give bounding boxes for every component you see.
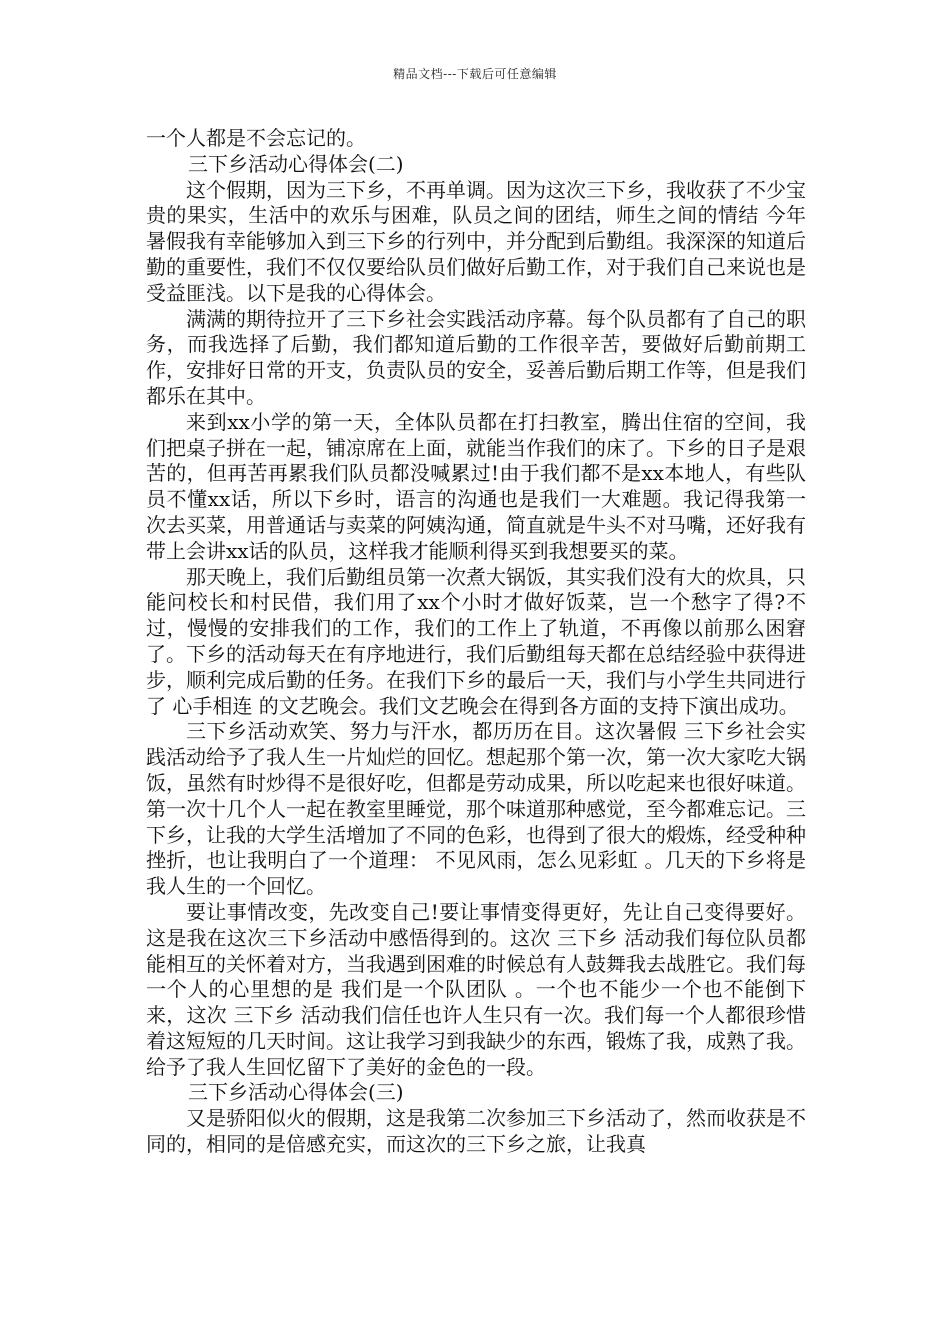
paragraph: 又是骄阳似火的假期，这是我第二次参加三下乡活动了，然而收获是不同的，相同的是倍感充实，而这次的三下乡之旅，让我真 [146,1106,806,1157]
section-heading-3: 三下乡活动心得体会(三) [188,1080,404,1105]
page-header: 精品文档---下载后可任意编辑 [393,67,557,81]
section-heading-2: 三下乡活动心得体会(二) [188,151,404,176]
paragraph: 这个假期，因为三下乡，不再单调。因为这次三下乡，我收获了不少宝贵的果实，生活中的欢乐与困难，队员之间的团结，师生之间的情结 今年暑假我有幸能够加入到三下乡的行列中，并分配到后勤组。我深深的知道后勤的重要性，我们不仅仅要给队员们做好后勤工作，对于我们自己来说也是受益匪浅。以下是我的心得体会。 [146,177,806,305]
paragraph: 满满的期待拉开了三下乡社会实践活动序幕。每个队员都有了自己的职务，而我选择了后勤，我们都知道后勤的工作很辛苦，要做好后勤前期工作，安排好日常的开支，负责队员的安全，妥善后勤后期工作等，但是我们都乐在其中。 [146,306,806,408]
paragraph: 那天晚上，我们后勤组员第一次煮大锅饭，其实我们没有大的炊具，只能问校长和村民借，我们用了xx个小时才做好饭菜，岂一个愁字了得?不过，慢慢的安排我们的工作，我们的工作上了轨道，不再像以前那么困窘了。下乡的活动每天在有序地进行，我们后勤组每天都在总结经验中获得进步，顺利完成后勤的任务。在我们下乡的最后一天，我们与小学生共同进行了 心手相连 的文艺晚会。我们文艺晚会在得到各方面的支持下演出成功。 [146,564,806,718]
paragraph-continuation: 一个人都是不会忘记的。 [146,126,366,150]
paragraph: 要让事情改变，先改变自己!要让事情变得更好，先让自己变得要好。 这是我在这次三下乡活动中感悟得到的。这次 三下乡 活动我们每位队员都能相互的关怀着对方，当我遇到困难的时候总有人鼓舞我去战胜它。我们每一个人的心里想的是 我们是一个队团队 。一个也不能少一个也不能倒下来，这次 三下乡 活动我们信任也许人生只有一次。我们每一个人都很珍惜着这短短的几天时间。这让我学习到我缺少的东西，锻炼了我，成熟了我。给予了我人生回忆留下了美好的金色的一段。 [146,899,806,1079]
paragraph: 来到xx小学的第一天，全体队员都在打扫教室，腾出住宿的空间，我们把桌子拼在一起，铺凉席在上面，就能当作我们的床了。下乡的日子是艰苦的，但再苦再累我们队员都没喊累过!由于我们都不是xx本地人，有些队员不懂xx话，所以下乡时，语言的沟通也是我们一大难题。我记得我第一次去买菜，用普通话与卖菜的阿姨沟通，简直就是牛头不对马嘴，还好我有带上会讲xx话的队员，这样我才能顺利得买到我想要买的菜。 [146,409,806,563]
paragraph: 三下乡活动欢笑、努力与汗水，都历历在目。这次暑假 三下乡社会实践活动给予了我人生一片灿烂的回忆。想起那个第一次，第一次大家吃大锅饭，虽然有时炒得不是很好吃，但都是劳动成果，所以吃起来也很好味道。第一次十几个人一起在教室里睡觉，那个味道那种感觉，至今都难忘记。三下乡，让我的大学生活增加了不同的色彩，也得到了很大的煅炼，经受种种挫折，也让我明白了一个道理： 不见风雨，怎么见彩虹 。几天的下乡将是我人生的一个回忆。 [146,719,806,899]
document-body [146,126,806,1158]
